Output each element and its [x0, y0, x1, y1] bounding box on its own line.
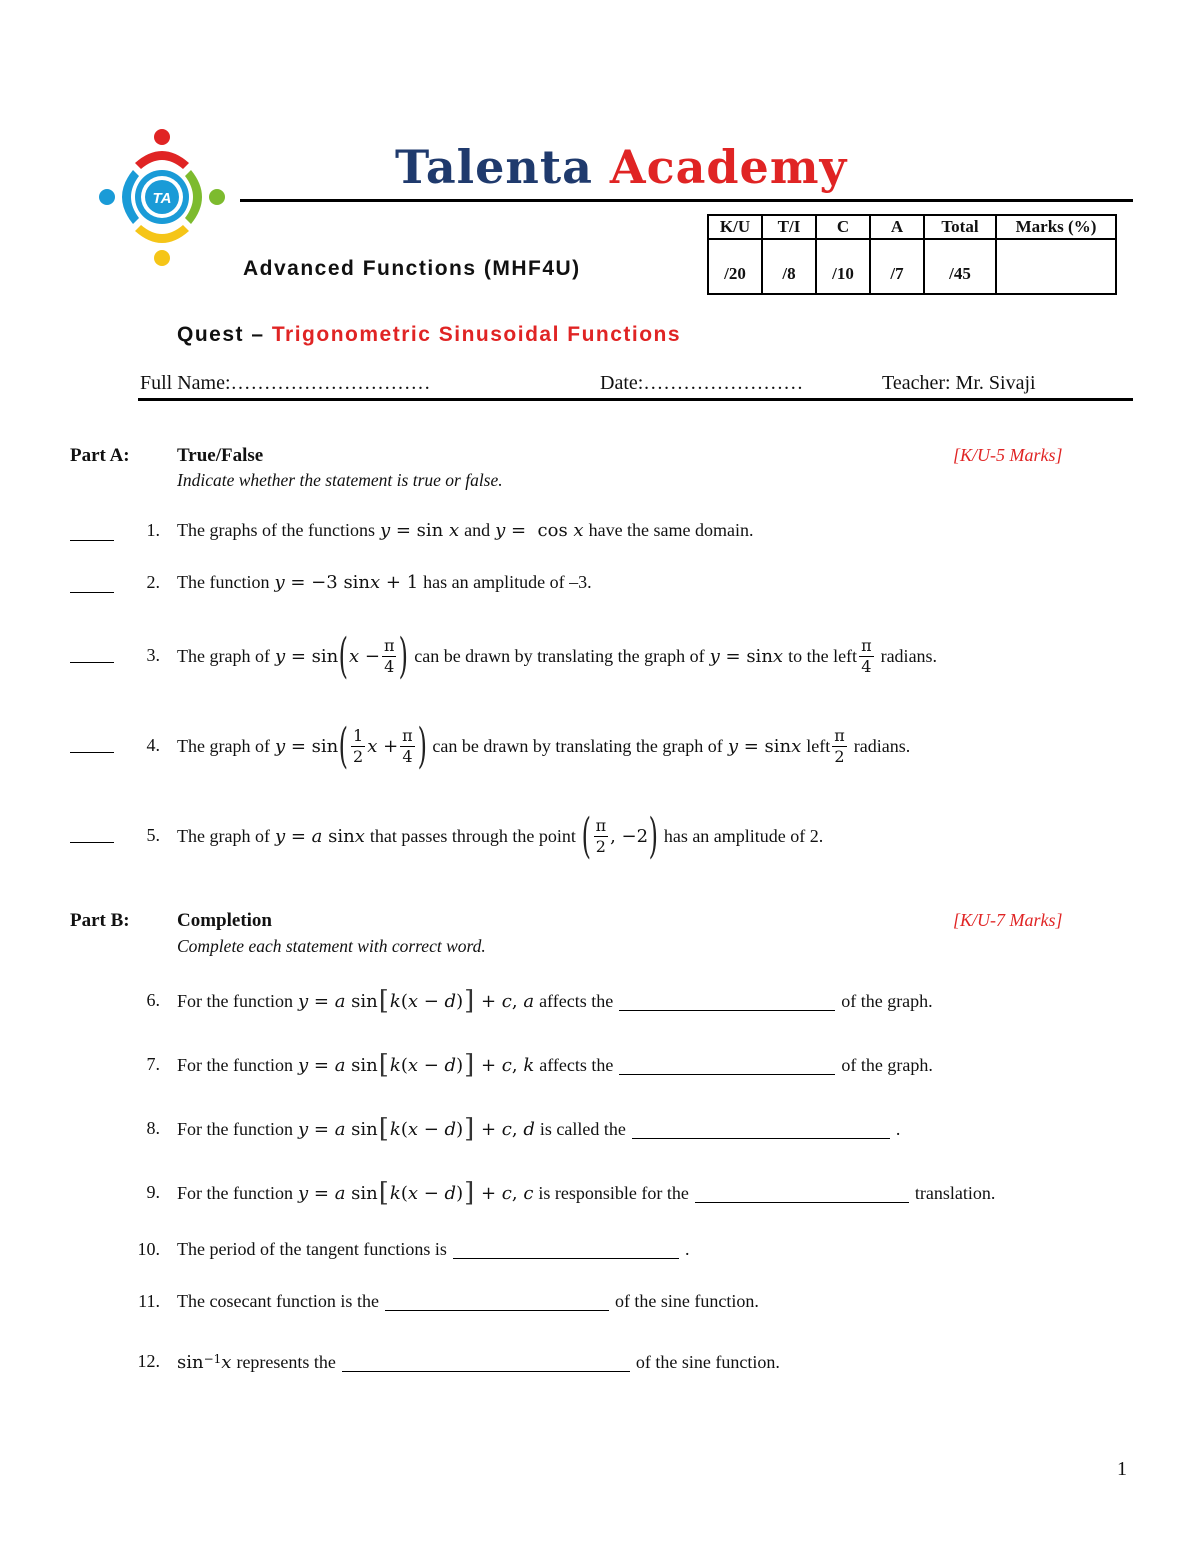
question-text: For the function y = a sin [ k ( x − d ) ] + c , c is responsible for the translation. — [177, 1178, 996, 1208]
quest-prefix: Quest – — [177, 323, 272, 346]
q9-text-1: For the function — [177, 1182, 293, 1203]
part-b-title: Completion — [177, 910, 272, 931]
q2-text-2: has an amplitude of –3. — [423, 572, 592, 592]
answer-line[interactable] — [385, 1292, 609, 1311]
part-b-instruction: Complete each statement with correct word. — [177, 936, 486, 956]
q11-text-1: The cosecant function is the — [177, 1291, 379, 1311]
part-a-title: True/False — [177, 445, 264, 466]
marks-value[interactable]: /45 — [924, 239, 996, 294]
marks-value[interactable] — [996, 239, 1116, 294]
question-number: 9. — [146, 1182, 160, 1202]
info-rule — [138, 398, 1133, 401]
marks-table — [707, 214, 1117, 295]
question-number: 2. — [146, 572, 160, 592]
q4-text-3: left — [806, 735, 831, 756]
brand-title — [395, 140, 847, 194]
q12-text-1: represents the — [236, 1351, 336, 1372]
q3-text-1: The graph of — [177, 645, 270, 666]
q5-text-3: has an amplitude of 2. — [663, 825, 824, 846]
question-5 — [0, 808, 1200, 864]
question-3 — [0, 628, 1200, 684]
question-number: 10. — [137, 1239, 160, 1259]
q3-text-4: radians. — [880, 645, 938, 666]
q6-text-2: affects the — [539, 990, 614, 1011]
marks-value[interactable]: /20 — [708, 239, 762, 294]
question-number: 7. — [146, 1054, 160, 1074]
question-text: For the function y = a sin [ k ( x − d ) ] + c , a affects the of the graph. — [177, 986, 933, 1016]
q1-text-1: The graphs of the functions — [177, 520, 375, 540]
question-6 — [0, 985, 1200, 1017]
question-number: 6. — [146, 990, 160, 1010]
question-number: 8. — [146, 1118, 160, 1138]
q6-text-1: For the function — [177, 990, 293, 1011]
marks-value[interactable]: /8 — [762, 239, 816, 294]
q8-text-2: is called the — [539, 1118, 626, 1139]
question-text: For the function y = a sin [ k ( x − d ) ] + c , d is called the . — [177, 1114, 901, 1144]
question-text: The function y = −3 sin x + 1 has an amplitude of –3. — [177, 572, 592, 593]
question-text: For the function y = a sin [ k ( x − d ) ] + c , k affects the of the graph. — [177, 1050, 933, 1080]
q4-text-1: The graph of — [177, 735, 270, 756]
question-number: 1. — [146, 520, 160, 540]
marks-header: Marks (%) — [996, 215, 1116, 239]
q5-text-1: The graph of — [177, 825, 270, 846]
page-number: 1 — [1117, 1458, 1127, 1480]
answer-line[interactable] — [619, 1056, 835, 1075]
part-a-marks: [K/U-5 Marks] — [953, 445, 1063, 465]
q10-text-1: The period of the tangent functions is — [177, 1239, 447, 1259]
question-9 — [0, 1177, 1200, 1209]
q3-text-3: to the left — [788, 645, 858, 666]
date-field[interactable]: Date:…………………… — [600, 372, 804, 394]
q9-text-2: is responsible for the — [538, 1182, 689, 1203]
q9-text-3: translation. — [914, 1182, 996, 1203]
marks-header: Total — [924, 215, 996, 239]
q6-text-3: of the graph. — [841, 990, 933, 1011]
question-text: The graph of y = a sin x that passes through the point ( $\frac{\pi}{2}$ , −2 ) has an amplitude of 2. — [177, 808, 824, 864]
q5-text-2: that passes through the point — [369, 825, 576, 846]
question-text: The graph of y = sin ( $\frac{1}{2}$ x + $\frac{\pi}{4}$ ) can be drawn by translating the graph of y = sin x left $\frac{\pi}{2}$ radians. — [177, 718, 911, 774]
question-10 — [0, 1239, 1200, 1265]
answer-line[interactable] — [632, 1120, 890, 1139]
q2-text-1: The function — [177, 572, 270, 592]
answer-line[interactable] — [453, 1240, 679, 1259]
answer-blank[interactable] — [70, 662, 114, 663]
answer-blank[interactable] — [70, 752, 114, 753]
logo-text: TA — [152, 190, 172, 207]
full-name-field[interactable]: Full Name:………………………… — [140, 372, 431, 394]
answer-blank[interactable] — [70, 540, 114, 541]
q12-text-2: of the sine function. — [635, 1351, 780, 1372]
q10-text-2: . — [684, 1239, 690, 1259]
marks-value[interactable]: /10 — [816, 239, 870, 294]
part-a-instruction: Indicate whether the statement is true or false. — [177, 470, 503, 490]
part-b-label: Part B: — [70, 910, 130, 931]
q4-text-4: radians. — [853, 735, 911, 756]
q3-text-2: can be drawn by translating the graph of — [414, 645, 705, 666]
q1-text-3: have the same domain. — [588, 520, 754, 540]
q7-text-2: affects the — [539, 1054, 614, 1075]
question-11 — [0, 1291, 1200, 1317]
part-b-marks: [K/U-7 Marks] — [953, 910, 1063, 930]
answer-blank[interactable] — [70, 842, 114, 843]
question-text: The graph of y = sin ( x − $\frac{\pi}{4}$ ) can be drawn by translating the graph of y = sin x to the left $\frac{\pi}{4}$ radians. — [177, 628, 938, 684]
answer-line[interactable] — [619, 992, 835, 1011]
question-4 — [0, 718, 1200, 774]
question-number: 3. — [146, 645, 160, 665]
question-text: The graphs of the functions y = sin x and y = cos x have the same domain. — [177, 520, 754, 541]
q11-text-2: of the sine function. — [614, 1291, 759, 1311]
quest-topic: Trigonometric Sinusoidal Functions — [271, 323, 682, 346]
quest-title — [177, 323, 681, 347]
brand-word-2: Academy — [609, 140, 848, 194]
question-number: 12. — [137, 1351, 160, 1371]
marks-header: A — [870, 215, 924, 239]
question-number: 5. — [146, 825, 160, 845]
question-text — [177, 1291, 759, 1312]
question-7 — [0, 1049, 1200, 1081]
question-12 — [0, 1347, 1200, 1377]
answer-blank[interactable] — [70, 592, 114, 593]
answer-line[interactable] — [342, 1353, 630, 1372]
marks-header: C — [816, 215, 870, 239]
q4-text-2: can be drawn by translating the graph of — [432, 735, 723, 756]
part-a-label: Part A: — [70, 445, 130, 466]
header-rule — [240, 199, 1133, 202]
question-1 — [0, 520, 1200, 546]
q7-text-3: of the graph. — [841, 1054, 933, 1075]
brand-word-1: Talenta — [395, 140, 593, 194]
question-text — [177, 1239, 689, 1260]
question-2 — [0, 572, 1200, 598]
question-number: 4. — [146, 735, 160, 755]
talenta-logo — [95, 125, 230, 270]
question-8 — [0, 1113, 1200, 1145]
teacher-label: Teacher: Mr. Sivaji — [882, 372, 1036, 394]
q8-text-1: For the function — [177, 1118, 293, 1139]
course-title: Advanced Functions (MHF4U) — [243, 257, 581, 280]
question-text: sin $^{-1}$ x represents the of the sine function. — [177, 1351, 780, 1373]
answer-line[interactable] — [695, 1184, 909, 1203]
marks-header: T/I — [762, 215, 816, 239]
q1-text-2: and — [464, 520, 491, 540]
marks-value[interactable]: /7 — [870, 239, 924, 294]
question-number: 11. — [138, 1291, 160, 1311]
q7-text-1: For the function — [177, 1054, 293, 1075]
marks-header: K/U — [708, 215, 762, 239]
q8-text-3: . — [895, 1118, 901, 1139]
